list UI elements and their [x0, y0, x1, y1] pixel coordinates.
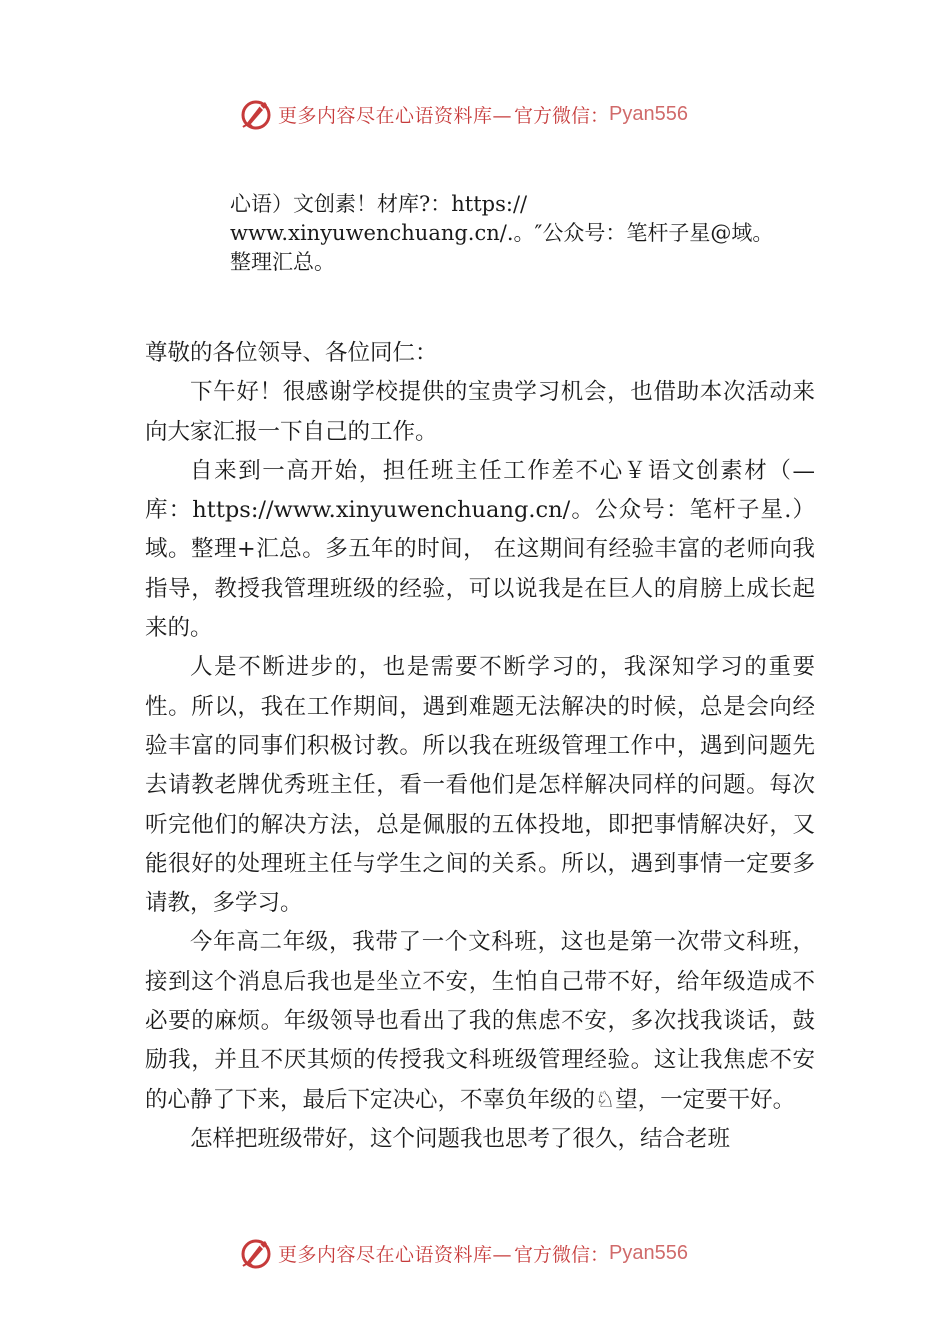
- notice-line: 整理汇总。: [230, 250, 335, 274]
- header-banner: [238, 94, 688, 134]
- paragraph: 人是不断进步的，也是需要不断学习的，我深知学习的重要性。所以，我在工作期间，遇到难题无法解决的时候，总是会向经验丰富的同事们积极讨教。所以我在班级管理工作中，遇到问题先去请教老牌优秀班主任，看一看他们是怎样解决同样的问题。每次听完他们的解决方法，总是佩服的五体投地，即把事情解决好，又能很好的处理班主任与学生之间的关系。所以，遇到事情一定要多请教，多学习。: [145, 654, 815, 917]
- notice-line: www.xinyuwenchuang.cn/.。″公众号：笔杆子星@域。: [230, 221, 774, 245]
- salutation: 尊敬的各位领导、各位同仁：: [145, 340, 438, 366]
- source-notice: [230, 190, 850, 277]
- banner-wechat-label: 官方微信：: [514, 104, 610, 127]
- footer-banner: [238, 1233, 688, 1273]
- pen-logo-icon: [238, 96, 274, 132]
- banner-wechat-id: Pyan556: [609, 1241, 688, 1264]
- banner-main-text: 更多内容尽在心语资料库—: [278, 104, 513, 127]
- pen-logo-icon: [238, 1235, 274, 1271]
- banner-wechat-label: 官方微信：: [514, 1243, 610, 1266]
- banner-wechat-id: Pyan556: [609, 102, 688, 125]
- paragraph: 怎样把班级带好，这个问题我也思考了很久，结合老班: [190, 1125, 731, 1152]
- notice-line: 心语）文创素！材库?：https://: [230, 192, 528, 216]
- paragraph: 下午好！很感谢学校提供的宝贵学习机会，也借助本次活动来向大家汇报一下自己的工作。: [145, 379, 815, 445]
- paragraph: 自来到一高开始，担任班主任工作差不心￥语文创素材（—库：https://www.xinyuwenchuang.cn/。公众号：笔杆子星.）域。整理+汇总。多五年的时间， 在这期间有经验丰富的老师向我指导，教授我管理班级的经验，可以说我是在巨人的肩膀上成长起来的。: [145, 457, 815, 642]
- article-body: [145, 334, 815, 1159]
- banner-main-text: 更多内容尽在心语资料库—: [278, 1243, 513, 1266]
- paragraph: 今年高二年级，我带了一个文科班，这也是第一次带文科班，接到这个消息后我也是坐立不安，生怕自己带不好，给年级造成不必要的麻烦。年级领导也看出了我的焦虑不安，多次找我谈话，鼓励我，并且不厌其烦的传授我文科班级管理经验。这让我焦虑不安的心静了下来，最后下定决心，不辜负年级的♘望，一定要干好。: [145, 929, 815, 1113]
